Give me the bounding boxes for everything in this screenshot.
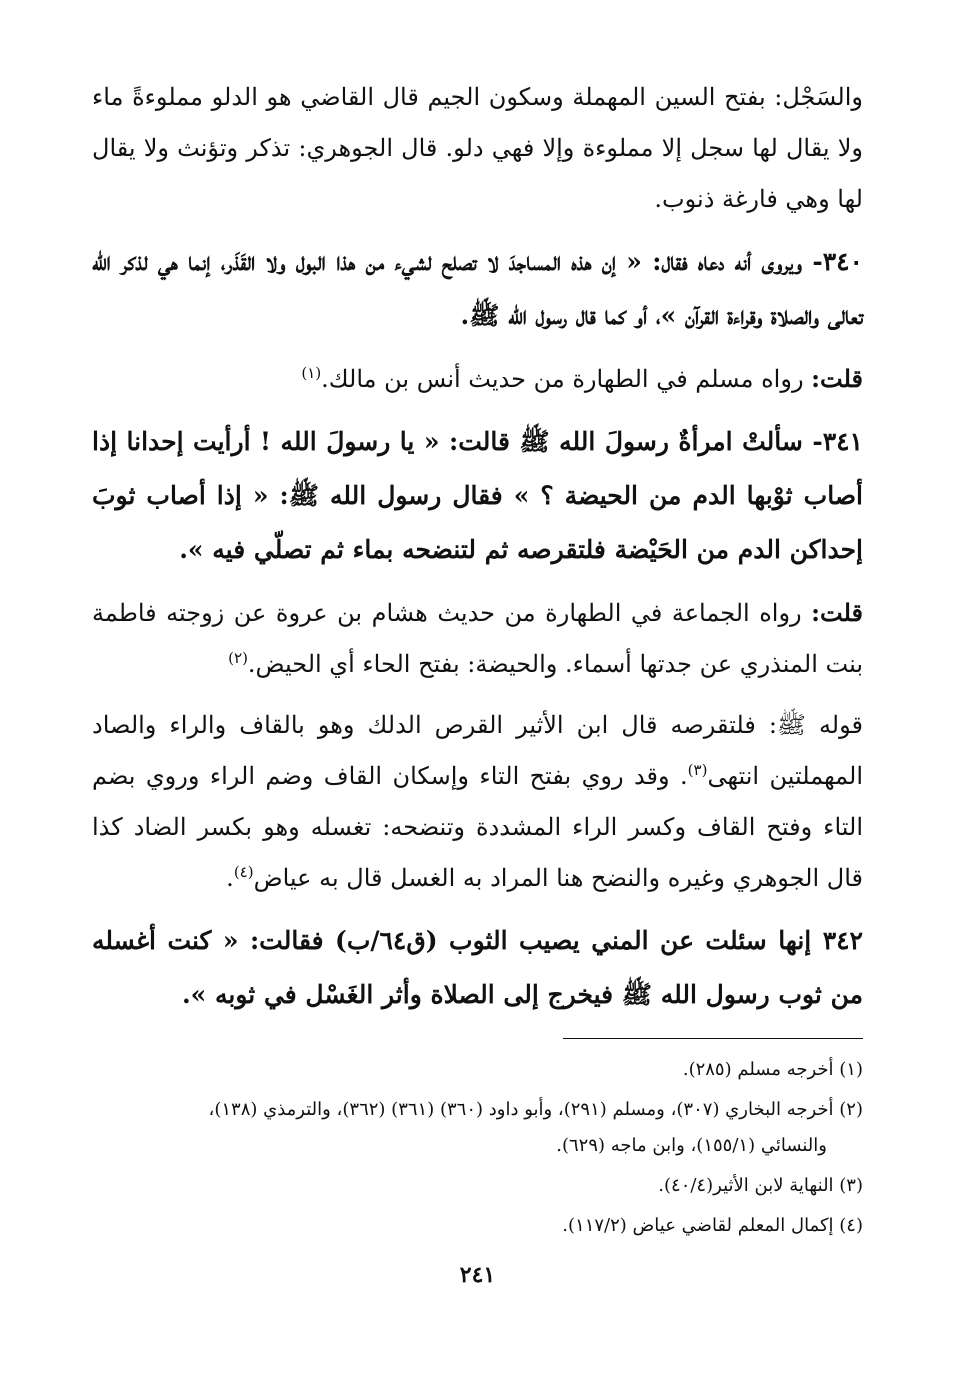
- commentary-341: [92, 587, 863, 690]
- footnote-ref-3[interactable]: (٣): [687, 761, 708, 779]
- commentary-text: رواه مسلم في الطهارة من حديث أنس بن مالك.: [321, 365, 812, 393]
- footnote-separator: [563, 1038, 863, 1039]
- footnote-3: [92, 1168, 863, 1204]
- commentary-lead: قلت:: [811, 598, 863, 627]
- footnote-1: [92, 1052, 863, 1088]
- commentary-text-continued: . وقد روي بفتح التاء وإسكان القاف وضم الراء وروي بضم التاء وفتح القاف وكسر الراء المشددة وتنضحه: تغسله وهو بكسر الضاد كذا قال الجوهري وغيره والنضح هنا المراد به الغسل قال به عياض: [92, 762, 864, 892]
- commentary-text: رواه الجماعة في الطهارة من حديث هشام بن عروة عن زوجته فاطمة بنت المنذري عن جدتها أسماء. والحيضة: بفتح الحاء أي الحيض.: [92, 599, 863, 678]
- footnote-text: (٢) أخرجه البخاري (٣٠٧)، ومسلم (٢٩١)، وأبو داود (٣٦٠) (٣٦١) (٣٦٢)، والترمذي (١٣٨)،: [208, 1099, 863, 1120]
- commentary-340: [92, 353, 863, 405]
- paragraph-sajl-definition: [92, 72, 863, 225]
- footnote-2: [92, 1092, 863, 1164]
- footnote-text: (١) أخرجه مسلم (٢٨٥).: [682, 1059, 863, 1080]
- page-number: ٢٤١: [459, 1262, 496, 1288]
- hadith-340: [92, 235, 863, 343]
- commentary-text: قوله ﷺ: فلتقرصه قال ابن الأثير القرص الدلك وهو بالقاف والراء والصاد المهملتين انتهى: [92, 711, 863, 790]
- commentary-lead: قلت:: [811, 364, 863, 393]
- hadith-342: [92, 914, 863, 1022]
- footnote-text: (٣) النهاية لابن الأثير(٤٠/٤).: [658, 1175, 863, 1196]
- hadith-text: ٣٤٢ إنها سئلت عن المني يصيب الثوب (ق٦٤/ب) فقالت: « كنت أغسله من ثوب رسول الله ﷺ فيخرج إلى الصلاة وأثر الغَسْل في ثوبه ».: [92, 926, 863, 1009]
- hadith-341: [92, 415, 863, 577]
- footnotes: [92, 1052, 863, 1248]
- footnote-text: (٤) إكمال المعلم لقاضي عياض (١١٧/٢).: [562, 1215, 863, 1236]
- footnote-4: [92, 1208, 863, 1244]
- hadith-text: ٣٤٠- ويروى أنه دعاه فقال: « إن هذه المساجدَ لا تصلح لشيء من هذا البول ولا القَذَر، إنما هي لذكر الله تعالى والصلاة وقراءة القرآن »، أو كما قال رسول الله ﷺ.: [92, 247, 863, 330]
- footnote-ref-2[interactable]: (٢): [228, 649, 248, 667]
- commentary-text-end: .: [226, 864, 234, 892]
- footnote-text-continued: والنسائي (١٥٥/١)، وابن ماجه (٦٢٩).: [556, 1135, 827, 1156]
- paragraph-text: والسَجْل: بفتح السين المهملة وسكون الجيم قال القاضي هو الدلو مملوءةً ماء ولا يقال لها سجل إلا مملوءة وإلا فهي دلو. قال الجوهري: تذكر وتؤنث ولا يقال لها وهي فارغة ذنوب.: [92, 83, 863, 213]
- footnote-ref-4[interactable]: (٤): [233, 863, 254, 881]
- commentary-qarsu: [92, 700, 863, 904]
- hadith-text: ٣٤١- سألتْ امرأةٌ رسولَ الله ﷺ قالت: « يا رسولَ الله ! أرأيت إحدانا إذا أصاب ثوْبها الدم من الحيضة ؟ » فقال رسول الله ﷺ: « إذا أصاب ثوبَ إحداكن الدم من الحَيْضة فلتقرصه ثم لتنضحه بماء ثم تصلّي فيه ».: [92, 427, 863, 564]
- footnote-ref-1[interactable]: (١): [301, 364, 322, 382]
